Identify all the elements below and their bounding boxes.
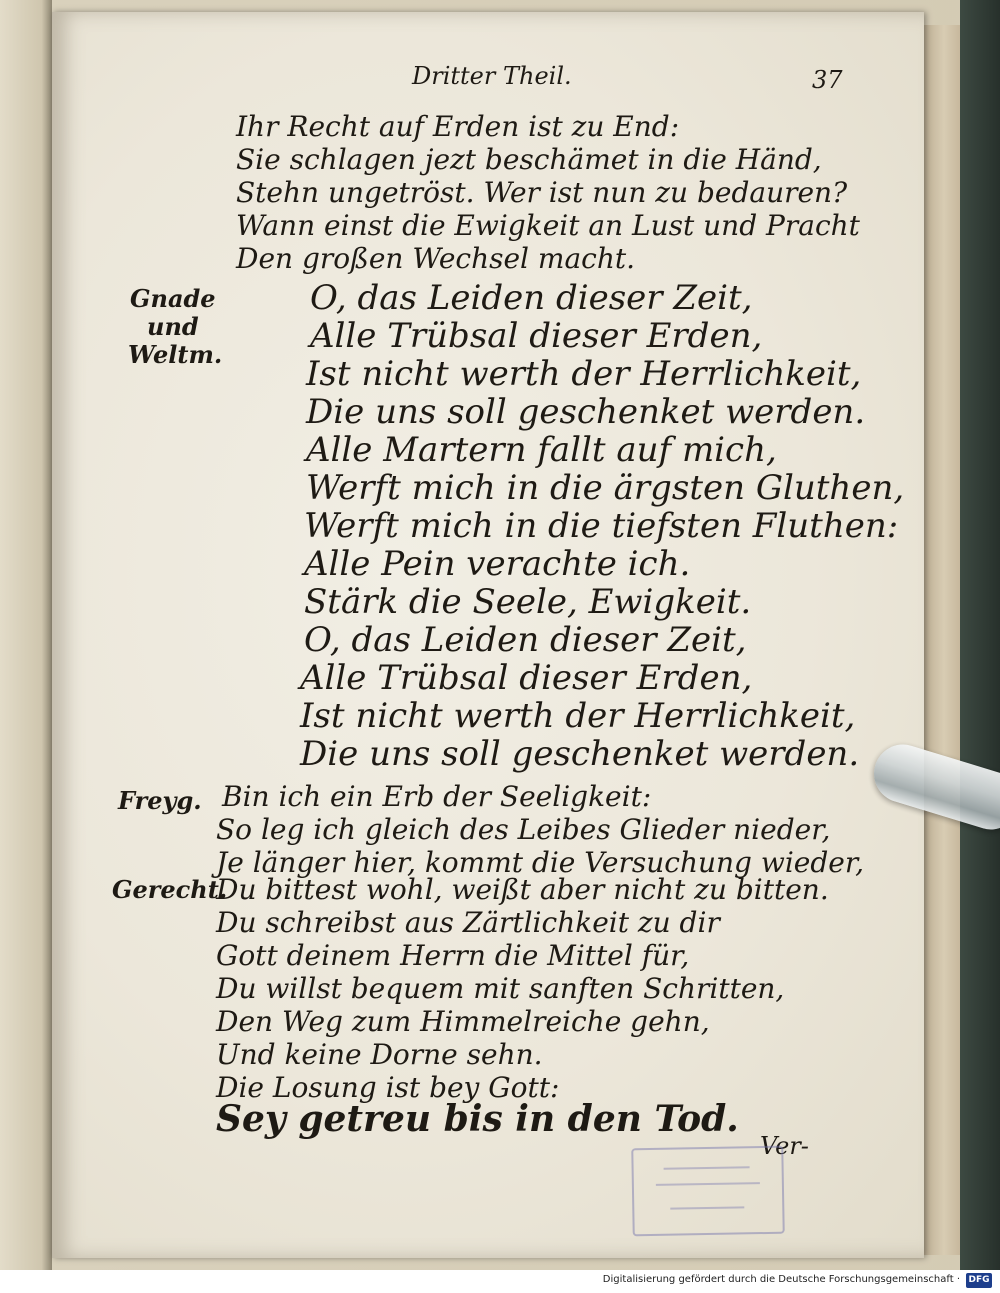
- verse-line: Und keine Dorne sehn.: [216, 1038, 543, 1071]
- verse-line: Du willst bequem mit sanften Schritten,: [216, 972, 785, 1005]
- verse-line: So leg ich gleich des Leibes Glieder nieder,: [216, 813, 831, 846]
- speaker-label: Gnade: [130, 284, 216, 313]
- speaker-label: Gerecht.: [112, 875, 228, 904]
- verse-line: Die uns soll geschenket werden.: [300, 734, 860, 774]
- library-stamp: [631, 1146, 785, 1237]
- verse-line: Die uns soll geschenket werden.: [306, 392, 866, 432]
- verse-line: Werft mich in die tiefsten Fluthen:: [304, 506, 899, 546]
- verse-line: Den Weg zum Himmelreiche gehn,: [216, 1005, 710, 1038]
- verse-line: Werft mich in die ärgsten Gluthen,: [306, 468, 905, 508]
- facing-page-edge: [0, 0, 52, 1270]
- verse-line: Je länger hier, kommt die Versuchung wieder,: [216, 846, 865, 879]
- verse-line: Du schreibst aus Zärtlichkeit zu dir: [216, 906, 720, 939]
- closing-line: Sey getreu bis in den Tod.: [216, 1098, 739, 1140]
- verse-line: O, das Leiden dieser Zeit,: [310, 278, 753, 318]
- verse-line: Bin ich ein Erb der Seeligkeit:: [222, 780, 652, 813]
- speaker-label: Freyg.: [118, 786, 202, 815]
- verse-line: Alle Trübsal dieser Erden,: [300, 658, 753, 698]
- dfg-logo[interactable]: DFG: [966, 1273, 992, 1288]
- verse-line: O, das Leiden dieser Zeit,: [304, 620, 747, 660]
- speaker-label: und: [147, 312, 199, 341]
- verse-line: Sie schlagen jezt beschämet in die Händ,: [236, 143, 822, 176]
- verse-line: Ihr Recht auf Erden ist zu End:: [236, 110, 680, 143]
- verse-line: Stärk die Seele, Ewigkeit.: [304, 582, 752, 622]
- verse-line: Den großen Wechsel macht.: [236, 242, 636, 275]
- verse-line: Ist nicht werth der Herrlichkeit,: [306, 354, 862, 394]
- verse-line: Wann einst die Ewigkeit an Lust und Pracht: [236, 209, 860, 242]
- running-head: Dritter Theil.: [412, 62, 572, 90]
- verse-line: Alle Martern fallt auf mich,: [306, 430, 777, 470]
- catchword: Ver-: [760, 1132, 809, 1160]
- footer-credit: Digitalisierung gefördert durch die Deutsche Forschungsgemeinschaft ·: [602, 1274, 960, 1285]
- verse-line: Alle Trübsal dieser Erden,: [310, 316, 763, 356]
- page-number: 37: [812, 66, 843, 94]
- verse-line: Die Losung ist bey Gott:: [216, 1071, 560, 1104]
- verse-line: Stehn ungetröst. Wer ist nun zu bedauren?: [236, 176, 848, 209]
- book-cover-edge: [960, 0, 1000, 1270]
- underlying-page-edge: [920, 25, 960, 1255]
- digitization-footer: [0, 1270, 1000, 1293]
- verse-line: Gott deinem Herrn die Mittel für,: [216, 939, 690, 972]
- verse-line: Alle Pein verachte ich.: [304, 544, 691, 584]
- verse-line: Ist nicht werth der Herrlichkeit,: [300, 696, 856, 736]
- speaker-label: Weltm.: [128, 340, 223, 369]
- verse-line: Du bittest wohl, weißt aber nicht zu bitten.: [216, 873, 829, 906]
